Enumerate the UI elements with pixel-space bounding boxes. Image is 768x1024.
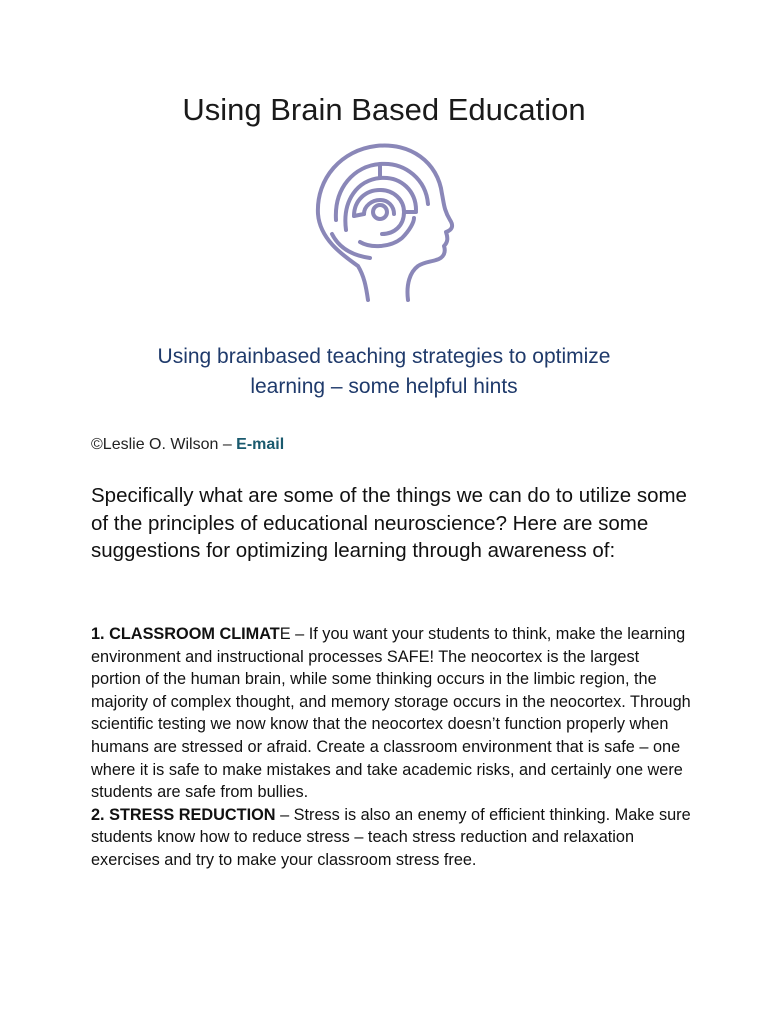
section-heading: 1. CLASSROOM CLIMAT [91,625,280,643]
page-title: Using Brain Based Education [182,92,586,127]
subtitle-line-2: learning – some helpful hints [250,375,518,398]
section-heading: 2. STRESS REDUCTION [91,805,276,824]
section-classroom-climate [91,623,691,804]
section-text: – If you want your students to think, make the learning environment and instructional processes SAFE! The neocortex is the largest portion of the human brain, while some thinking occurs in the limbic region, the majority of complex thought, and memory storage occurs in the neocortex. Through scientific testing we now know that the neocortex doesn’t function properly when humans are stressed or afraid. Create a classroom environment that is safe – one where it is safe to make mistakes and take academic risks, and certainly one were students are safe from bullies. [91,625,691,802]
author-line [91,436,284,454]
subtitle [84,342,684,402]
email-link[interactable]: E-mail [236,436,285,453]
subtitle-line-1: Using brainbased teaching strategies to optimize [157,345,611,368]
section-heading-tail: E [279,625,291,643]
section-text: – Stress is also an enemy of efficient thinking. Make sure students know how to reduce stress – teach stress reduction and relaxation exercises and try to make your classroom stress free. [91,805,691,869]
author-credit: ©Leslie O. Wilson – [91,436,237,453]
body-text [91,623,691,872]
brain-maze-head-icon [306,138,456,303]
section-stress-reduction [91,804,691,872]
intro-paragraph: Specifically what are some of the things we can do to utilize some of the principles of educational neuroscience? Here are some suggestions for optimizing learning through awareness of: [91,484,687,562]
